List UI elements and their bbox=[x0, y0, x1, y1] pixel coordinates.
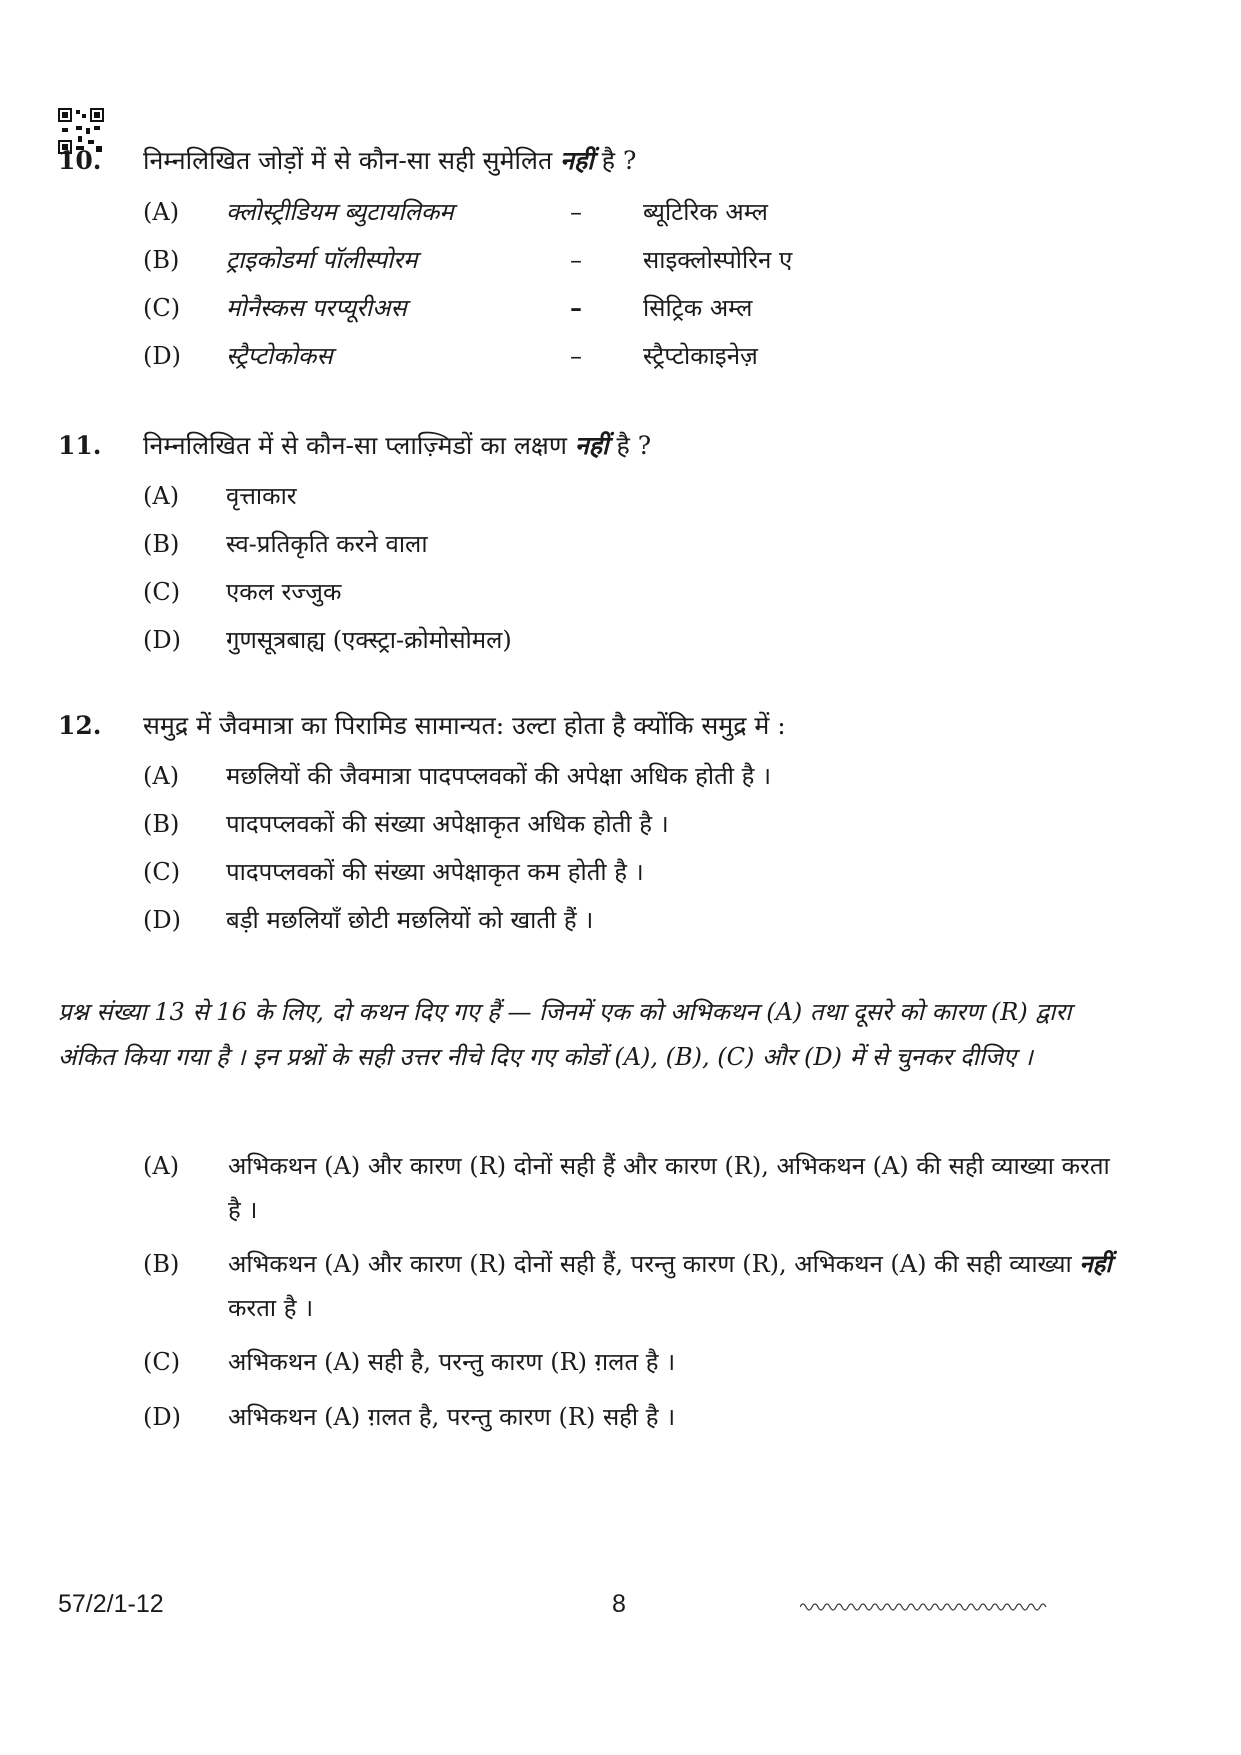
option-label: (C) bbox=[143, 858, 181, 886]
question-text-part: है ? bbox=[593, 146, 637, 175]
option-text: बड़ी मछलियाँ छोटी मछलियों को खाती हैं । bbox=[226, 906, 594, 934]
option-text bbox=[228, 1242, 1118, 1330]
option-label: (C) bbox=[143, 294, 181, 322]
question-text: समुद्र में जैवमात्रा का पिरामिड सामान्यत: उल्टा होता है क्योंकि समुद्र में : bbox=[143, 711, 786, 740]
option-label: (B) bbox=[143, 810, 180, 838]
option-text: अभिकथन (A) और कारण (R) दोनों सही हैं और कारण (R), अभिकथन (A) की सही व्याख्या करता है । bbox=[228, 1152, 1110, 1224]
question-text bbox=[143, 143, 636, 179]
question-text bbox=[143, 428, 651, 464]
option-label: (A) bbox=[143, 482, 180, 510]
option-term: स्ट्रैप्टोकोकस bbox=[226, 342, 333, 370]
option-term: मोनैस्कस परप्यूरीअस bbox=[226, 294, 407, 322]
option-term: क्लोस्ट्रीडियम ब्युटायलिकम bbox=[226, 198, 454, 226]
option-text: वृत्ताकार bbox=[226, 482, 297, 510]
question-text-part: है ? bbox=[608, 431, 652, 460]
option-label: (C) bbox=[143, 1348, 181, 1376]
option-label: (B) bbox=[143, 246, 180, 274]
option-text: स्व-प्रतिकृति करने वाला bbox=[226, 530, 428, 558]
option-label: (A) bbox=[143, 198, 180, 226]
option-match: सिट्रिक अम्ल bbox=[643, 294, 753, 322]
option-dash: – bbox=[570, 293, 582, 322]
option-label: (D) bbox=[143, 906, 181, 934]
option-text: मछलियों की जैवमात्रा पादपप्लवकों की अपेक्षा अधिक होती है । bbox=[226, 762, 772, 790]
option-emphasis: नहीं bbox=[1079, 1249, 1112, 1278]
option-dash: – bbox=[570, 246, 582, 274]
option-match: साइक्लोस्पोरिन ए bbox=[643, 246, 793, 274]
question-number: 11. bbox=[58, 431, 102, 460]
option-text-part: अभिकथन (A) और कारण (R) दोनों सही हैं, परन्तु कारण (R), अभिकथन (A) की सही व्याख्या bbox=[228, 1250, 1080, 1278]
option-label: (A) bbox=[143, 762, 180, 790]
question-emphasis: नहीं bbox=[574, 431, 609, 460]
option-label: (D) bbox=[143, 342, 181, 370]
option-text: अभिकथन (A) ग़लत है, परन्तु कारण (R) सही है । bbox=[228, 1403, 676, 1431]
option-label: (B) bbox=[143, 1250, 180, 1278]
option-match: ब्यूटिरिक अम्ल bbox=[643, 198, 768, 226]
question-text-part: निम्नलिखित जोड़ों में से कौन-सा सही सुमेलित bbox=[143, 146, 561, 175]
option-text-part: करता है । bbox=[228, 1294, 314, 1322]
option-text: अभिकथन (A) सही है, परन्तु कारण (R) ग़लत है । bbox=[228, 1348, 676, 1376]
option-text: पादपप्लवकों की संख्या अपेक्षाकृत अधिक होती है । bbox=[226, 810, 669, 838]
question-emphasis: नहीं bbox=[560, 146, 594, 175]
option-label: (D) bbox=[143, 626, 181, 654]
option-dash: – bbox=[570, 342, 582, 370]
option-term: ट्राइकोडर्मा पॉलीस्पोरम bbox=[226, 246, 418, 274]
assertion-reason-instruction: प्रश्न संख्या 13 से 16 के लिए, दो कथन दिए गए हैं — जिनमें एक को अभिकथन (A) तथा दूसरे को कारण (R) द्वारा अंकित किया गया है । इन प्रश्नों के सही उत्तर नीचे दिए गए कोडों (A), (B), (C) और (D) में से चुनकर दीजिए । bbox=[58, 998, 1072, 1071]
option-label: (C) bbox=[143, 578, 181, 606]
question-text-part: निम्नलिखित में से कौन-सा प्लाज़्मिडों का लक्षण bbox=[143, 431, 575, 460]
option-dash: – bbox=[570, 198, 582, 226]
option-match: स्ट्रैप्टोकाइनेज़ bbox=[643, 342, 758, 370]
option-label: (D) bbox=[143, 1403, 181, 1431]
option-label: (B) bbox=[143, 530, 180, 558]
question-number: 12. bbox=[58, 711, 102, 740]
option-text: गुणसूत्रबाह्य (एक्स्ट्रा-क्रोमोसोमल) bbox=[226, 626, 512, 654]
option-text: पादपप्लवकों की संख्या अपेक्षाकृत कम होती है । bbox=[226, 858, 644, 886]
wavy-line-icon bbox=[800, 1600, 1050, 1614]
paper-code: 57/2/1-12 bbox=[58, 1590, 164, 1618]
question-number: 10. bbox=[58, 146, 102, 175]
option-text: एकल रज्जुक bbox=[226, 578, 342, 606]
page-number: 8 bbox=[612, 1590, 626, 1618]
option-label: (A) bbox=[143, 1152, 180, 1180]
